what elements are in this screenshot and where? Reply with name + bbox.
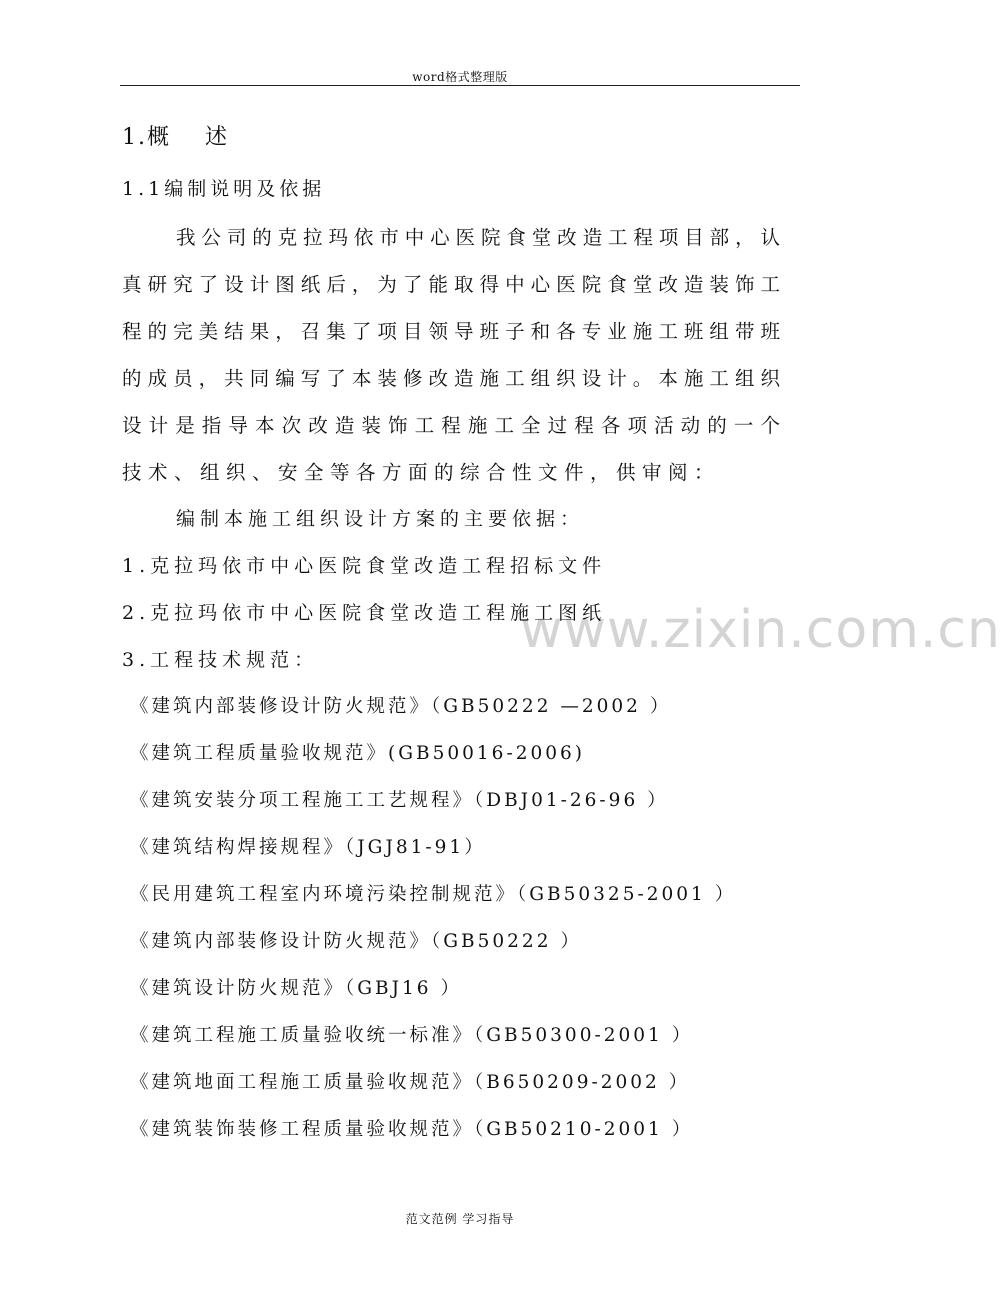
section-number: 1.概 xyxy=(122,125,171,150)
standard-item: 《建筑工程施工质量验收统一标准》（GB50300-2001 ） xyxy=(130,1025,694,1046)
paragraph-line: 设计是指导本次改造装饰工程施工全过程各项活动的一个 xyxy=(122,414,780,437)
standard-item: 《建筑结构焊接规程》（JGJ81-91） xyxy=(130,837,486,858)
paragraph-line: 程的完美结果，召集了项目领导班子和各专业施工班组带班 xyxy=(122,320,780,343)
standard-item: 《建筑设计防火规范》（GBJ16 ） xyxy=(130,978,462,999)
basis-intro: 编制本施工组织设计方案的主要依据： xyxy=(176,508,585,530)
paragraph-line: 我公司的克拉玛依市中心医院食堂改造工程项目部，认 xyxy=(176,226,780,249)
standard-item: 《民用建筑工程室内环境污染控制规范》（GB50325-2001 ） xyxy=(130,884,737,905)
standard-item: 《建筑安装分项工程施工工艺规程》（DBJ01-26-96 ） xyxy=(130,790,669,811)
standard-item: 《建筑装饰装修工程质量验收规范》（GB50210-2001 ） xyxy=(130,1119,694,1140)
basis-item: 1.克拉玛依市中心医院食堂改造工程招标文件 xyxy=(122,555,607,577)
watermark: www.zixin.com.cn xyxy=(520,600,1001,660)
standard-item: 《建筑地面工程施工质量验收规范》（B650209-2002 ） xyxy=(130,1072,691,1093)
section-heading xyxy=(122,120,229,151)
page-header: word格式整理版 xyxy=(412,70,508,84)
section-title: 述 xyxy=(205,125,230,150)
paragraph-line: 技术、组织、安全等各方面的综合性文件，供审阅： xyxy=(122,461,721,484)
paragraph-line: 真研究了设计图纸后，为了能取得中心医院食堂改造装饰工 xyxy=(122,273,780,296)
page-footer: 范文范例 学习指导 xyxy=(405,1212,515,1226)
standard-item: 《建筑内部装修设计防火规范》（GB50222 —2002 ） xyxy=(130,696,672,717)
paragraph-line: 的成员，共同编写了本装修改造施工组织设计。本施工组织 xyxy=(122,367,780,390)
standard-item: 《建筑工程质量验收规范》(GB50016-2006) xyxy=(130,743,585,764)
header-rule xyxy=(120,85,800,86)
subsection-heading: 1.1编制说明及依据 xyxy=(122,178,326,200)
basis-item: 2.克拉玛依市中心医院食堂改造工程施工图纸 xyxy=(122,602,607,624)
standard-item: 《建筑内部装修设计防火规范》（GB50222 ） xyxy=(130,931,582,952)
basis-item: 3.工程技术规范： xyxy=(122,649,319,671)
